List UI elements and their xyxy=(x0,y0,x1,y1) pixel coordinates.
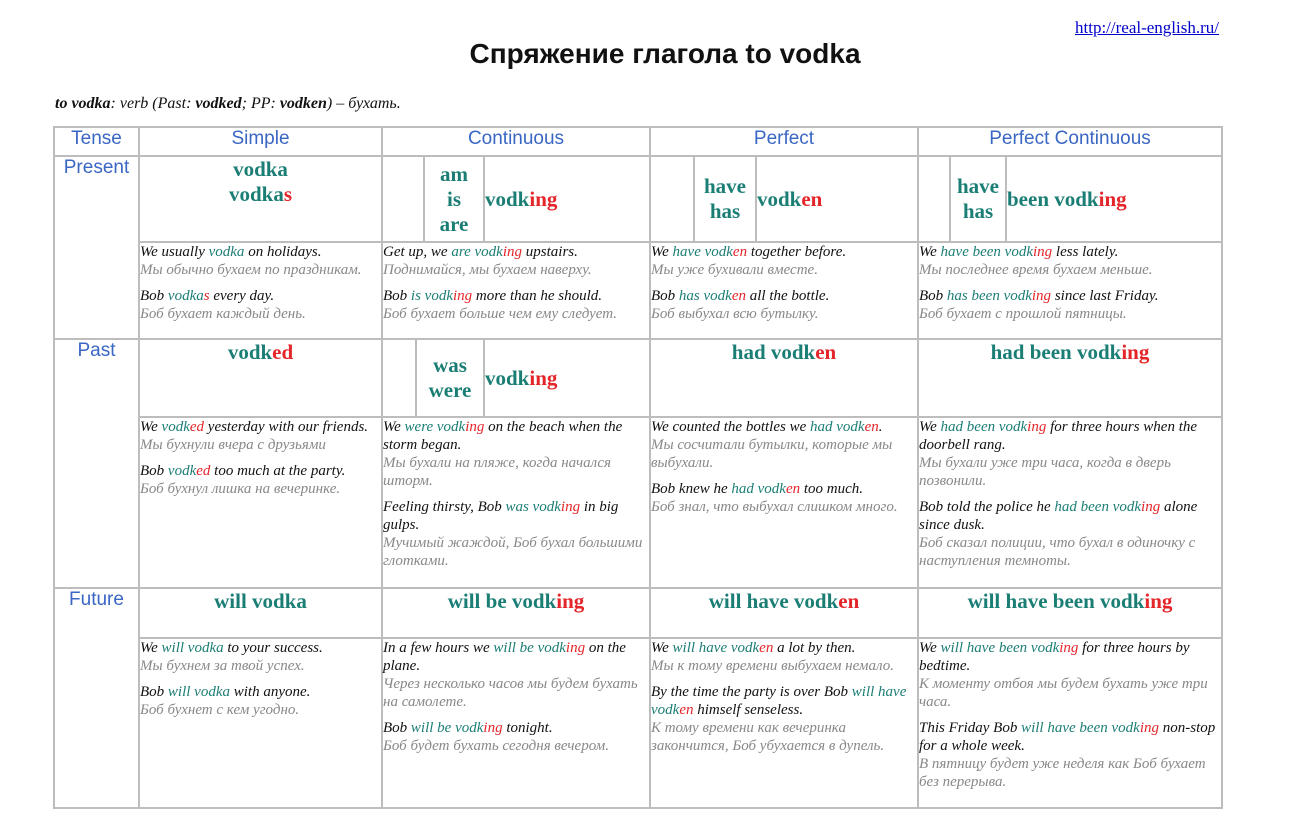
future-simple-form: will vodka xyxy=(139,588,382,638)
future-perfect-continuous-examples: We will have been vodking for three hours by bedtime. К моменту отбоя мы будем бухать уже три часа. This Friday Bob will have been vodking non-stop for a whole week. В пятницу будет уже неделя как Боб бухает без перерыва. xyxy=(918,638,1222,808)
conjugation-table xyxy=(53,126,1223,809)
tense-future: Future xyxy=(54,588,139,808)
past-continuous-form: was were vodking xyxy=(382,339,650,417)
present-perfect-continuous-examples: We have been vodking less lately. Мы последнее время бухаем меньше. Bob has been vodking since last Friday. Боб бухает с прошлой пятницы. xyxy=(918,242,1222,339)
present-continuous-form: am is are vodking xyxy=(382,156,650,242)
present-perfect-form: have has vodken xyxy=(650,156,918,242)
future-examples-row xyxy=(54,638,1222,808)
future-perfect-continuous-form: will have been vodking xyxy=(918,588,1222,638)
tense-past: Past xyxy=(54,339,139,588)
past-perfect-continuous-examples: We had been vodking for three hours when the doorbell rang. Мы бухали уже три часа, когда в дверь позвонили. Bob told the police he had been vodking alone since dusk. Боб сказал полиции, что бухал в одиночку с наступления темноты. xyxy=(918,417,1222,588)
past-simple-examples: We vodked yesterday with our friends. Мы бухнули вчера с друзьями Bob vodked too much at the party. Боб бухнул лишка на вечеринке. xyxy=(139,417,382,588)
future-perfect-form: will have vodken xyxy=(650,588,918,638)
present-perfect-continuous-form: have has been vodking xyxy=(918,156,1222,242)
present-continuous-examples: Get up, we are vodking upstairs. Поднимайся, мы бухаем наверху. Bob is vodking more than he should. Боб бухает больше чем ему следует. xyxy=(382,242,650,339)
past-examples-row xyxy=(54,417,1222,588)
header-continuous: Continuous xyxy=(382,127,650,156)
page-title: Спряжение глагола to vodka xyxy=(469,38,861,69)
header-simple: Simple xyxy=(139,127,382,156)
site-link[interactable]: http://real-english.ru/ xyxy=(1075,18,1219,37)
header-row xyxy=(54,127,1222,156)
future-continuous-examples: In a few hours we will be vodking on the plane. Через несколько часов мы будем бухать на самолете. Bob will be vodking tonight. Боб будет бухать сегодня вечером. xyxy=(382,638,650,808)
future-perfect-examples: We will have vodken a lot by then. Мы к тому времени выбухаем немало. By the time the party is over Bob will have vodken himself senseless. К тому времени как вечеринка закончится, Боб убухается в дупель. xyxy=(650,638,918,808)
future-forms-row xyxy=(54,588,1222,638)
future-simple-examples: We will vodka to your success. Мы бухнем за твой успех. Bob will vodka with anyone. Боб бухнет с кем угодно. xyxy=(139,638,382,808)
past-continuous-examples: We were vodking on the beach when the storm began. Мы бухали на пляже, когда начался шторм. Feeling thirsty, Bob was vodking in big gulps. Мучимый жаждой, Боб бухал большими глотками. xyxy=(382,417,650,588)
present-perfect-examples: We have vodken together before. Мы уже бухивали вместе. Bob has vodken all the bottle. Боб выбухал всю бутылку. xyxy=(650,242,918,339)
header-perfect: Perfect xyxy=(650,127,918,156)
present-simple-examples: We usually vodka on holidays. Мы обычно бухаем по праздникам. Bob vodkas every day. Боб бухает каждый день. xyxy=(139,242,382,339)
past-simple-form: vodked xyxy=(139,339,382,417)
verb-definition: to vodka: verb (Past: vodked; PP: vodken) – бухать. xyxy=(55,95,401,112)
present-examples-row xyxy=(54,242,1222,339)
header-tense: Tense xyxy=(54,127,139,156)
past-perfect-form: had vodken xyxy=(650,339,918,417)
present-simple-form: vodka vodkas xyxy=(139,156,382,242)
past-perfect-continuous-form: had been vodking xyxy=(918,339,1222,417)
header-perfect-continuous: Perfect Continuous xyxy=(918,127,1222,156)
tense-present: Present xyxy=(54,156,139,339)
past-perfect-examples: We counted the bottles we had vodken. Мы сосчитали бутылки, которые мы выбухали. Bob knew he had vodken too much. Боб знал, что выбухал слишком много. xyxy=(650,417,918,588)
future-continuous-form: will be vodking xyxy=(382,588,650,638)
present-forms-row xyxy=(54,156,1222,242)
past-forms-row xyxy=(54,339,1222,417)
